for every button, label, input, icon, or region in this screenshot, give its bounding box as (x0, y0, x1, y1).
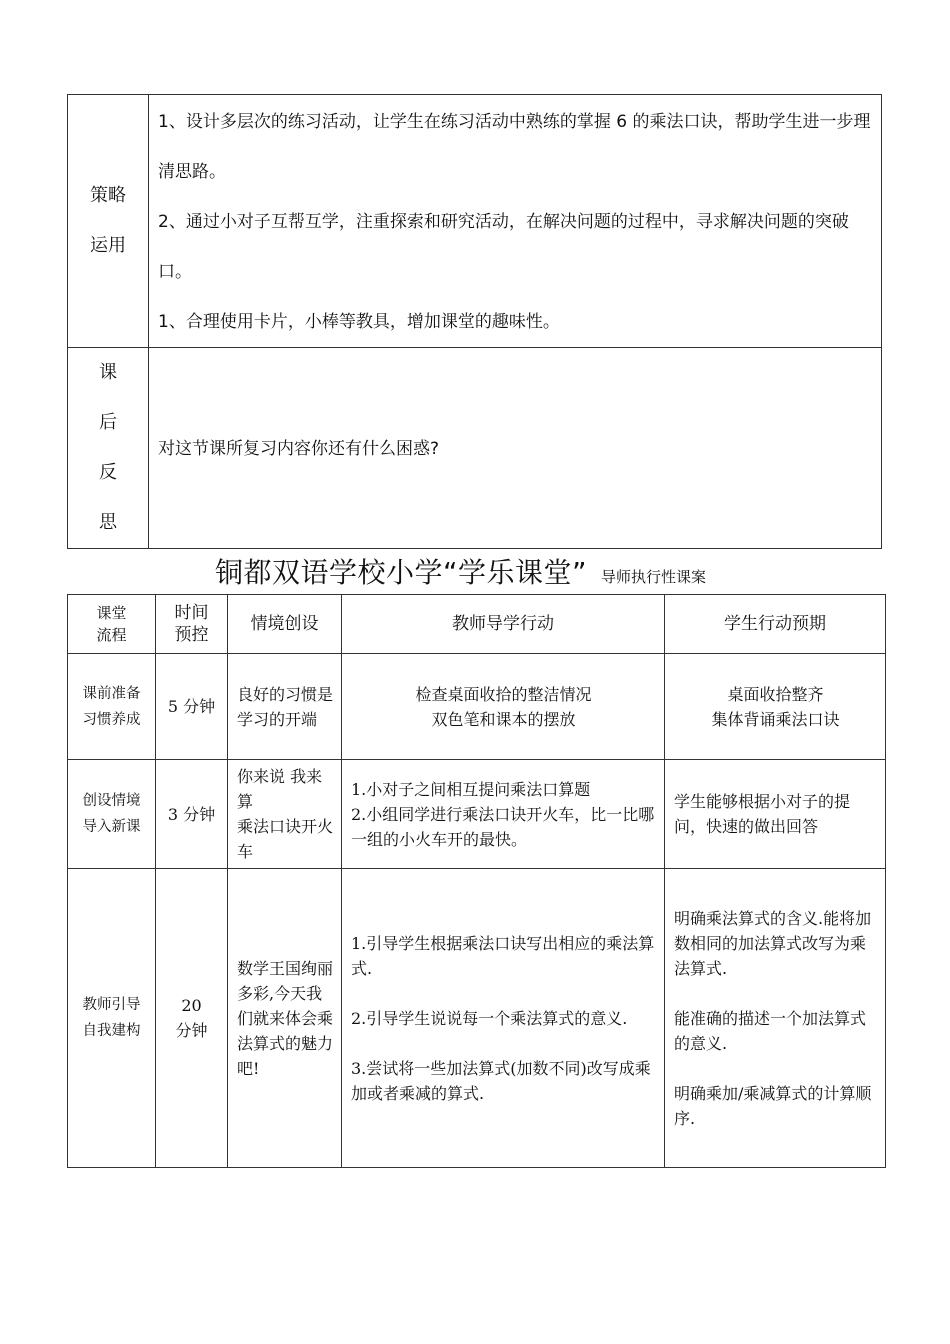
header-teacher: 教师导学行动 (342, 595, 665, 654)
strategy-table (67, 94, 882, 549)
strategy-label-line1: 策略 (90, 185, 126, 206)
table-row (68, 654, 886, 760)
scenario-cell: 你来说 我来算 乘法口诀开火车 (228, 760, 342, 869)
title-main: 铜都双语学校小学“学乐课堂” (215, 556, 588, 589)
strategy-label-cell (68, 95, 149, 348)
header-time: 时间预控 (156, 595, 228, 654)
reflection-label-char: 课 (99, 362, 117, 383)
reflection-label-char: 思 (99, 512, 117, 533)
strategy-item: 2、通过小对子互帮互学，注重探索和研究活动，在解决问题的过程中，寻求解决问题的突破口。 (158, 212, 849, 282)
header-student: 学生行动预期 (665, 595, 886, 654)
strategy-label-line2: 运用 (90, 235, 126, 256)
strategy-item: 1、设计多层次的练习活动，让学生在练习活动中熟练的掌握 6 的乘法口诀，帮助学生进一步理清思路。 (158, 112, 871, 182)
reflection-content-cell (149, 348, 882, 549)
lesson-plan-table (67, 594, 886, 1168)
time-cell: 20 分钟 (156, 869, 228, 1168)
reflection-label-char: 后 (99, 412, 117, 433)
time-cell: 5 分钟 (156, 654, 228, 760)
table-row (68, 760, 886, 869)
table-row (68, 869, 886, 1168)
teacher-cell: 1.引导学生根据乘法口诀写出相应的乘法算式. 2.引导学生说说每一个乘法算式的意义. 3.尝试将一些加法算式(加数不同)改写成乘加或者乘减的算式. (342, 869, 665, 1168)
stage-cell: 课前准备习惯养成 (68, 654, 156, 760)
table-header-row (68, 595, 886, 654)
strategy-item: 1、合理使用卡片，小棒等教具，增加课堂的趣味性。 (158, 312, 560, 332)
header-scenario: 情境创设 (228, 595, 342, 654)
header-stage: 课堂流程 (68, 595, 156, 654)
time-cell: 3 分钟 (156, 760, 228, 869)
stage-cell: 创设情境导入新课 (68, 760, 156, 869)
reflection-question: 对这节课所复习内容你还有什么困惑? (158, 439, 440, 459)
teacher-cell: 1.小对子之间相互提问乘法口算题 2.小组同学进行乘法口诀开火车，比一比哪一组的小火车开的最快。 (342, 760, 665, 869)
document-title (215, 551, 706, 591)
strategy-content-cell (149, 95, 882, 348)
reflection-label-char: 反 (99, 462, 117, 483)
stage-cell: 教师引导自我建构 (68, 869, 156, 1168)
student-cell: 学生能够根据小对子的提问，快速的做出回答 (665, 760, 886, 869)
scenario-cell: 数学王国绚丽多彩,今天我们就来体会乘法算式的魅力吧! (228, 869, 342, 1168)
reflection-label-cell (68, 348, 149, 549)
title-sub: 导师执行性课案 (601, 568, 707, 586)
student-cell: 桌面收拾整齐 集体背诵乘法口诀 (665, 654, 886, 760)
scenario-cell: 良好的习惯是学习的开端 (228, 654, 342, 760)
student-cell: 明确乘法算式的含义.能将加数相同的加法算式改写为乘法算式. 能准确的描述一个加法算式的意义. 明确乘加/乘减算式的计算顺序. (665, 869, 886, 1168)
teacher-cell: 检查桌面收拾的整洁情况 双色笔和课本的摆放 (342, 654, 665, 760)
